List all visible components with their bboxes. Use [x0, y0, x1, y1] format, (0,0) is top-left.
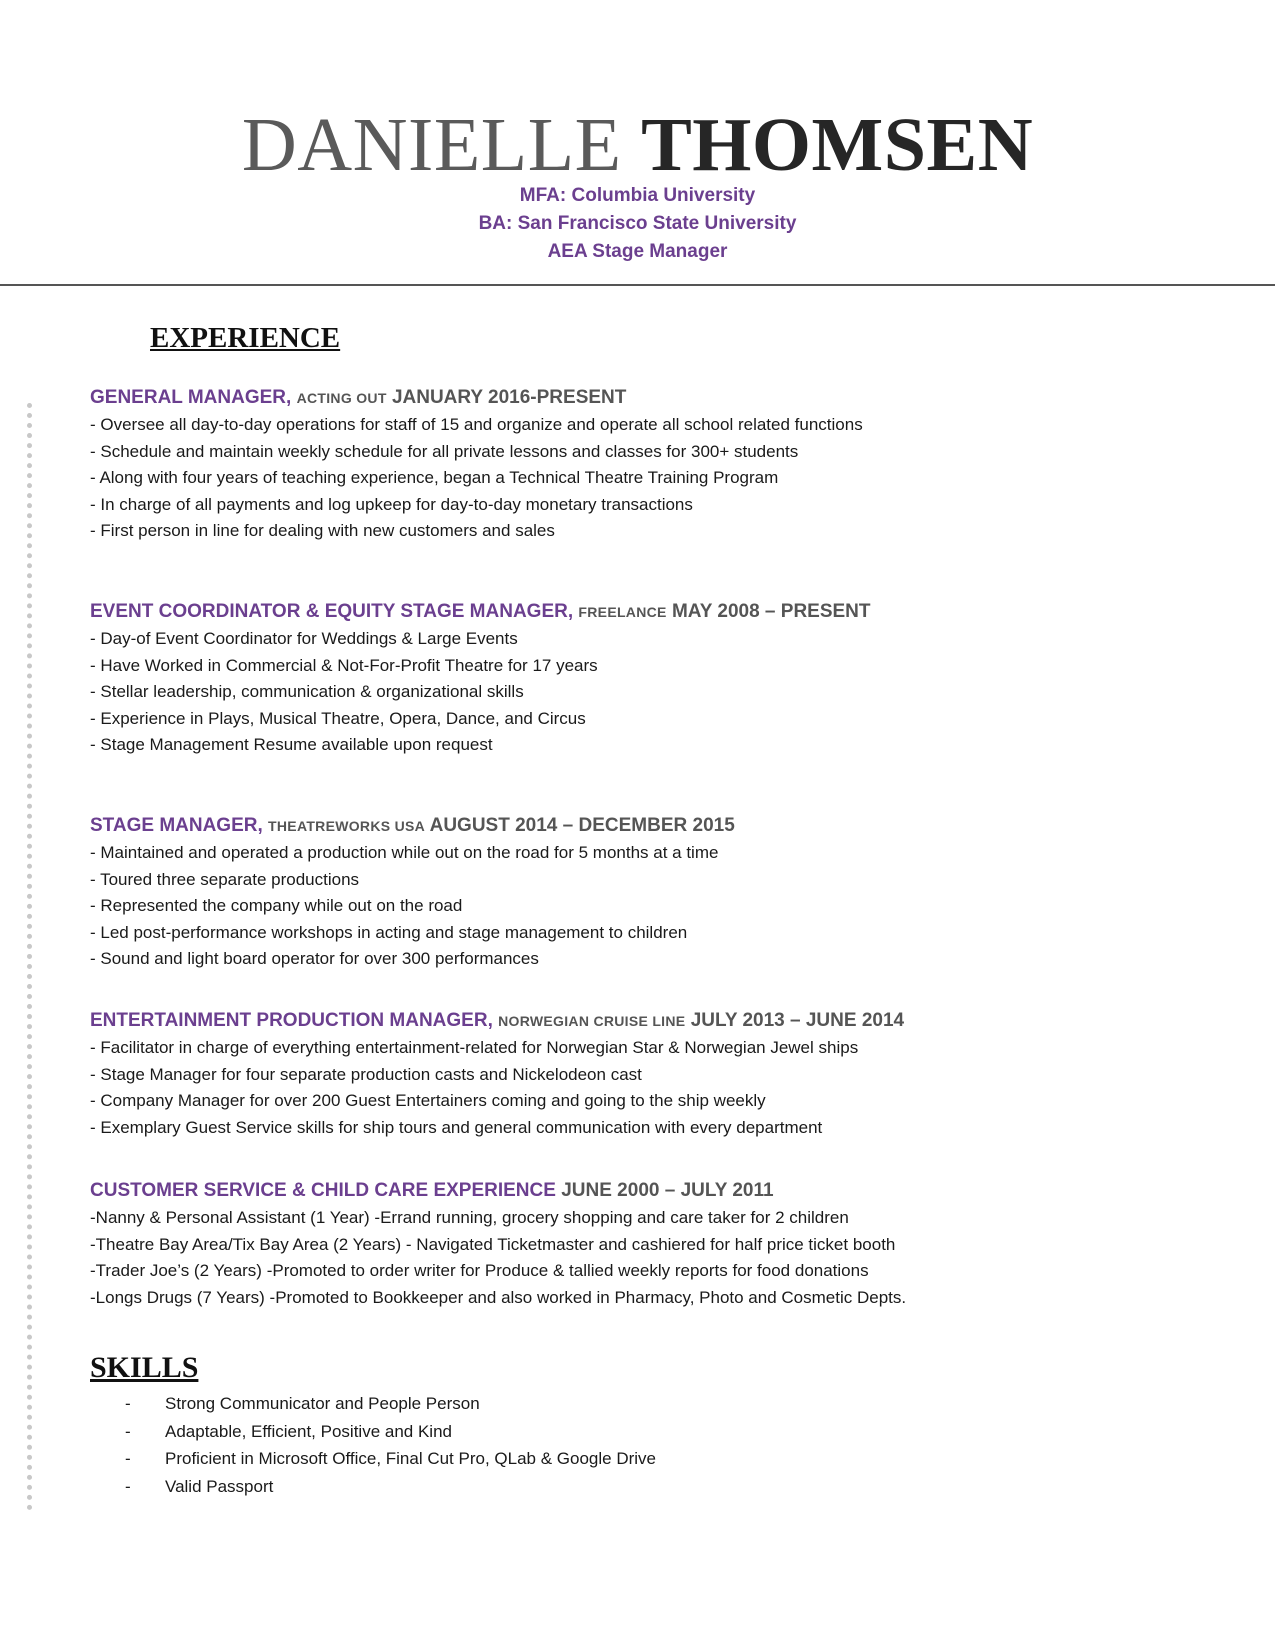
- job-title-line: [90, 1177, 1190, 1205]
- job-entry: [90, 1177, 1190, 1311]
- skill-text: Strong Communicator and People Person: [165, 1394, 480, 1413]
- job-organization: NORWEGIAN CRUISE LINE: [498, 1013, 686, 1029]
- skill-text: Valid Passport: [165, 1476, 274, 1496]
- skill-bullet: -: [125, 1421, 131, 1441]
- job-title-line: [90, 598, 1190, 626]
- job-dates: AUGUST 2014 – DECEMBER 2015: [429, 815, 735, 836]
- job-title: ENTERTAINMENT PRODUCTION MANAGER,: [90, 1010, 493, 1031]
- job-organization: ACTING OUT: [296, 390, 387, 406]
- job-dates: JANUARY 2016-PRESENT: [391, 387, 627, 408]
- job-title-line: [90, 1007, 1190, 1035]
- job-bullets: [90, 840, 1190, 973]
- job-entry: [90, 384, 1190, 545]
- candidate-name: [0, 100, 1275, 190]
- job-title-line: [90, 812, 1190, 840]
- job-entry: [90, 812, 1190, 973]
- bullet-item: -Theatre Bay Area/Tix Bay Area (2 Years) - Navigated Ticketmaster and cashiered for half price ticket booth: [90, 1234, 896, 1254]
- job-dates: JULY 2013 – JUNE 2014: [690, 1010, 905, 1031]
- bullet-item: - Stage Manager for four separate production casts and Nickelodeon cast: [90, 1064, 642, 1084]
- skill-text: Proficient in Microsoft Office, Final Cut Pro, QLab & Google Drive: [165, 1449, 656, 1468]
- bullet-item: - Represented the company while out on the road: [90, 896, 463, 915]
- skill-item: [125, 1473, 656, 1501]
- first-name: DANIELLE: [241, 103, 622, 187]
- job-bullets: [90, 412, 1190, 545]
- bullet-item: - Toured three separate productions: [90, 869, 360, 889]
- job-bullets: [90, 1205, 1190, 1311]
- job-title: STAGE MANAGER,: [90, 815, 263, 836]
- job-entry: [90, 598, 1190, 759]
- bullet-item: - Maintained and operated a production while out on the road for 5 months at a time: [90, 843, 719, 862]
- bullet-item: - Stage Management Resume available upon request: [90, 735, 493, 754]
- credential-ba: BA: San Francisco State University: [478, 213, 797, 234]
- skill-bullet: -: [125, 1394, 131, 1413]
- side-dotted-rule: [27, 403, 32, 1511]
- skills-heading: SKILLS: [90, 1351, 199, 1384]
- header-divider: [0, 284, 1275, 286]
- skills-list: [125, 1390, 656, 1500]
- skill-bullet: -: [125, 1476, 131, 1496]
- skill-bullet: -: [125, 1449, 131, 1468]
- last-name: THOMSEN: [641, 103, 1034, 187]
- experience-heading: EXPERIENCE: [150, 322, 341, 354]
- credentials: [0, 182, 1275, 266]
- job-bullets: [90, 626, 1190, 759]
- credential-mfa: MFA: Columbia University: [519, 185, 756, 206]
- bullet-item: - First person in line for dealing with new customers and sales: [90, 521, 555, 540]
- job-dates: JUNE 2000 – JULY 2011: [561, 1180, 774, 1201]
- job-organization: FREELANCE: [578, 604, 667, 620]
- job-organization: THEATREWORKS USA: [268, 818, 426, 834]
- bullet-item: - Oversee all day-to-day operations for staff of 15 and organize and operate all school related functions: [90, 415, 863, 434]
- bullet-item: - In charge of all payments and log upkeep for day-to-day monetary transactions: [90, 494, 693, 514]
- bullet-item: - Led post-performance workshops in acting and stage management to children: [90, 922, 688, 942]
- bullet-item: - Sound and light board operator for over 300 performances: [90, 949, 539, 968]
- bullet-item: -Longs Drugs (7 Years) -Promoted to Bookkeeper and also worked in Pharmacy, Photo and Cosmetic Depts.: [90, 1287, 907, 1307]
- bullet-item: - Facilitator in charge of everything entertainment-related for Norwegian Star & Norwegian Jewel ships: [90, 1038, 859, 1057]
- skill-text: Adaptable, Efficient, Positive and Kind: [165, 1421, 452, 1441]
- bullet-item: - Experience in Plays, Musical Theatre, Opera, Dance, and Circus: [90, 708, 586, 728]
- skill-item: [125, 1445, 656, 1473]
- bullet-item: - Company Manager for over 200 Guest Entertainers coming and going to the ship weekly: [90, 1091, 766, 1110]
- bullet-item: - Day-of Event Coordinator for Weddings & Large Events: [90, 629, 518, 648]
- bullet-item: - Exemplary Guest Service skills for ship tours and general communication with every department: [90, 1117, 823, 1137]
- bullet-item: - Stellar leadership, communication & organizational skills: [90, 682, 524, 701]
- bullet-item: -Trader Joe’s (2 Years) -Promoted to order writer for Produce & tallied weekly reports for food donations: [90, 1261, 869, 1280]
- job-title-line: [90, 384, 1190, 412]
- bullet-item: -Nanny & Personal Assistant (1 Year) -Errand running, grocery shopping and care taker for 2 children: [90, 1208, 849, 1227]
- bullet-item: - Schedule and maintain weekly schedule for all private lessons and classes for 300+ students: [90, 441, 799, 461]
- skill-item: [125, 1418, 656, 1446]
- credential-aea: AEA Stage Manager: [547, 241, 728, 262]
- job-title: EVENT COORDINATOR & EQUITY STAGE MANAGER,: [90, 601, 574, 622]
- bullet-item: - Have Worked in Commercial & Not-For-Profit Theatre for 17 years: [90, 655, 598, 675]
- skill-item: [125, 1390, 656, 1418]
- job-title: CUSTOMER SERVICE & CHILD CARE EXPERIENCE: [90, 1180, 556, 1201]
- job-entry: [90, 1007, 1190, 1141]
- job-bullets: [90, 1035, 1190, 1141]
- job-dates: MAY 2008 – PRESENT: [671, 601, 871, 622]
- job-title: GENERAL MANAGER,: [90, 387, 292, 408]
- bullet-item: - Along with four years of teaching experience, began a Technical Theatre Training Program: [90, 468, 779, 487]
